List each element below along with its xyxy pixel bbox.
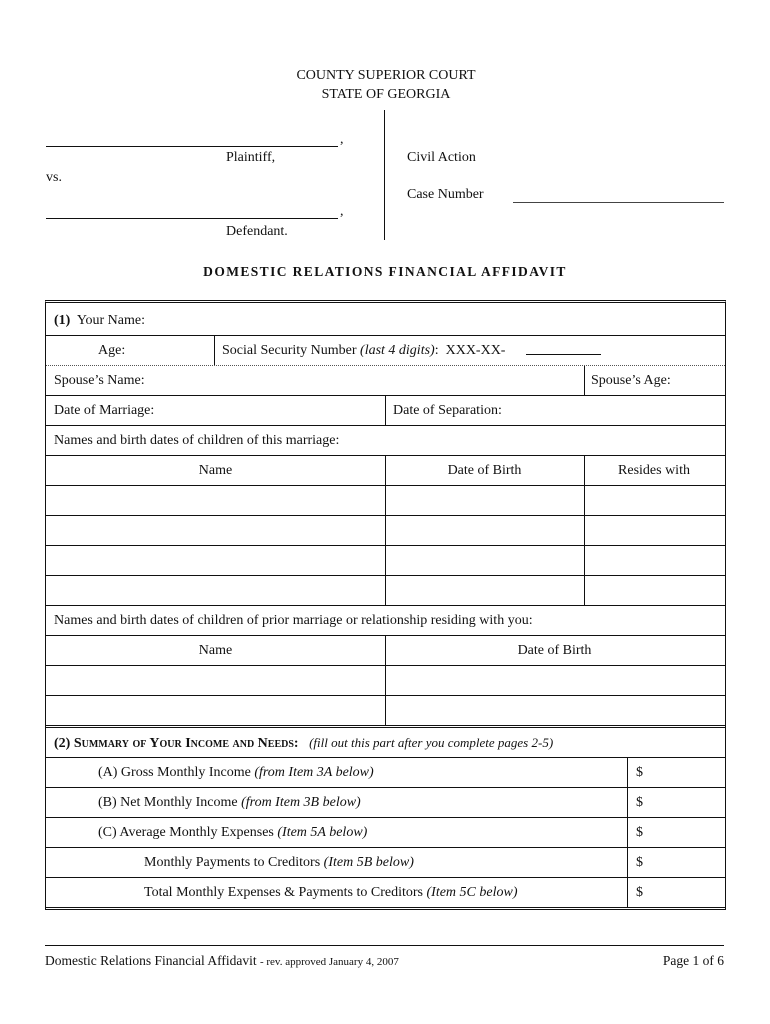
currency-symbol: $ [636, 855, 643, 870]
summary-row[interactable] [46, 848, 725, 878]
marriage-date-label: Date of Marriage: [54, 403, 155, 418]
table-row[interactable] [46, 666, 725, 696]
table-row[interactable] [46, 546, 725, 576]
affidavit-table [45, 300, 726, 910]
summary-row[interactable] [46, 818, 725, 848]
col-name: Name [198, 643, 233, 658]
age-ssn-row [46, 336, 725, 366]
table-row[interactable] [46, 696, 725, 728]
comma: , [340, 132, 344, 147]
currency-symbol: $ [636, 825, 643, 840]
summary-heading [54, 728, 553, 757]
ssn-hint: (last 4 digits) [360, 343, 435, 358]
currency-symbol: $ [636, 795, 643, 810]
form-title: DOMESTIC RELATIONS FINANCIAL AFFIDAVIT [203, 264, 567, 279]
prior-header-row [46, 636, 725, 666]
ssn-label: Social Security Number (last 4 digits): XXX-XX- [222, 343, 506, 358]
summary-row[interactable] [46, 758, 725, 788]
table-row[interactable] [46, 576, 725, 606]
age-label: Age: [98, 343, 126, 358]
ssn-prefix: XXX-XX- [445, 343, 506, 358]
children-prior-heading [46, 606, 725, 636]
children-marriage-heading [46, 426, 725, 456]
plaintiff-label: Plaintiff, [226, 150, 276, 165]
defendant-label: Defendant. [226, 224, 288, 239]
summary-label: (C) Average Monthly Expenses (Item 5A below) [98, 825, 368, 840]
currency-symbol: $ [636, 765, 643, 780]
court-name: COUNTY SUPERIOR COURT [296, 68, 476, 83]
comma: , [340, 204, 344, 219]
ssn-last4-field[interactable] [526, 354, 601, 355]
spouse-name-label: Spouse’s Name: [54, 373, 145, 388]
col-resides: Resides with [618, 463, 690, 478]
col-dob: Date of Birth [517, 643, 592, 658]
summary-label: (A) Gross Monthly Income (from Item 3A below) [98, 765, 374, 780]
court-state: STATE OF GEORGIA [321, 87, 451, 102]
col-name: Name [198, 463, 233, 478]
case-number-label: Case Number [407, 187, 484, 202]
summary-label: Total Monthly Expenses & Payments to Creditors (Item 5C below) [144, 885, 518, 900]
footer-title: Domestic Relations Financial Affidavit - rev. approved January 4, 2007 [45, 953, 399, 968]
footer-rule [45, 945, 724, 946]
spouse-age-label: Spouse’s Age: [591, 373, 671, 388]
children-prior-label: Names and birth dates of children of prior marriage or relationship residing with you: [54, 613, 533, 628]
summary-hint: (fill out this part after you complete pages 2-5) [309, 735, 554, 750]
summary-row[interactable] [46, 788, 725, 818]
vs-label: vs. [46, 170, 62, 185]
summary-row[interactable] [46, 878, 725, 910]
court-header [0, 66, 770, 104]
summary-title: Summary of Your Income and Needs: [73, 736, 299, 751]
section-number: (1) [54, 313, 71, 328]
civil-action-label: Civil Action [407, 150, 476, 165]
dates-row [46, 396, 725, 426]
your-name-row[interactable] [46, 306, 725, 336]
case-number-field[interactable] [513, 202, 724, 203]
table-row[interactable] [46, 486, 725, 516]
children-marriage-label: Names and birth dates of children of this marriage: [54, 433, 340, 448]
plaintiff-name-line[interactable] [46, 146, 338, 147]
caption-divider [384, 110, 385, 240]
your-name-label [54, 306, 145, 335]
summary-label: Monthly Payments to Creditors (Item 5B below) [144, 855, 414, 870]
col-dob: Date of Birth [447, 463, 522, 478]
defendant-name-line[interactable] [46, 218, 338, 219]
summary-label: (B) Net Monthly Income (from Item 3B below) [98, 795, 361, 810]
separation-date-label: Date of Separation: [393, 403, 502, 418]
spouse-row [46, 366, 725, 396]
table-row[interactable] [46, 516, 725, 546]
summary-heading-row [46, 728, 725, 758]
your-name-text: Your Name: [76, 313, 146, 328]
page-number: Page 1 of 6 [662, 953, 724, 968]
currency-symbol: $ [636, 885, 643, 900]
section-number: (2) [54, 736, 71, 751]
children-header-row [46, 456, 725, 486]
